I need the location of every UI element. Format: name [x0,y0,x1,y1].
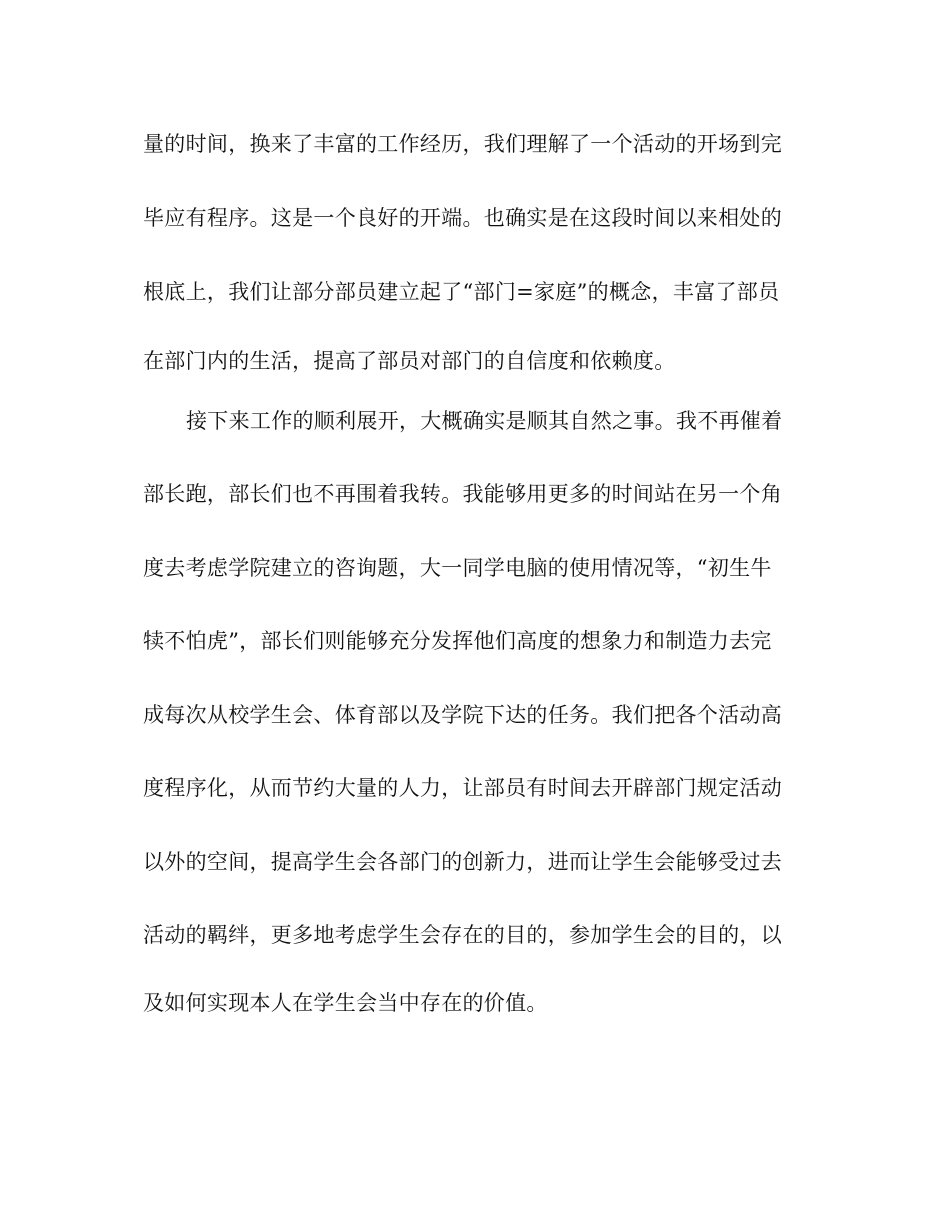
paragraph-line: 度程序化，从而节约大量的人力，让部员有时间去开辟部门规定活动 [143,776,782,800]
paragraph-line: 量的时间，换来了丰富的工作经历，我们理解了一个活动的开场到完 [143,132,782,156]
paragraph-line: 成每次从校学生会、体育部以及学院下达的任务。我们把各个活动高 [143,703,782,727]
paragraph-line: 度去考虑学院建立的咨询题，大一同学电脑的使用情况等，“初生牛 [143,556,772,580]
paragraph-line: 活动的羁绊，更多地考虑学生会存在的目的，参加学生会的目的，以 [143,923,782,947]
paragraph-line: 以外的空间，提高学生会各部门的创新力，进而让学生会能够受过去 [143,850,782,874]
paragraph-line: 犊不怕虎”，部长们则能够充分发挥他们高度的想象力和制造力去完 [143,629,772,653]
paragraph-line: 毕应有程序。这是一个良好的开端。也确实是在这段时间以来相处的 [143,206,782,230]
paragraph-line: 部长跑，部长们也不再围着我转。我能够用更多的时间站在另一个角 [143,482,782,506]
paragraph-line: 在部门内的生活，提高了部员对部门的自信度和依赖度。 [143,349,676,373]
paragraph-line: 及如何实现本人在学生会当中存在的价值。 [143,991,548,1015]
paragraph-line: 接下来工作的顺利展开，大概确实是顺其自然之事。我不再催着 [186,409,783,433]
paragraph-line: 根底上，我们让部分部员建立起了“部门=家庭”的概念，丰富了部员 [143,280,780,304]
